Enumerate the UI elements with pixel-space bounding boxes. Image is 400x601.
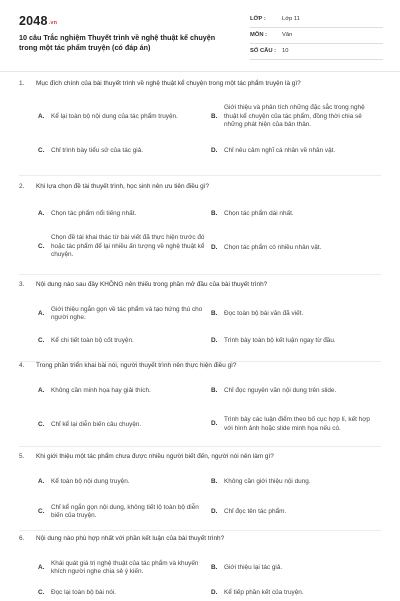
question-number: 3.	[19, 281, 25, 288]
answer-list	[34, 192, 381, 262]
meta-row-subject	[250, 28, 383, 44]
question-line	[19, 183, 381, 192]
answer-option[interactable]	[38, 385, 206, 399]
answer-option[interactable]	[38, 587, 206, 601]
answer-letter: B.	[211, 310, 218, 318]
answer-option[interactable]	[211, 562, 376, 576]
meta-value: Lớp 11	[282, 15, 300, 22]
answer-list	[34, 544, 381, 600]
answer-letter: C.	[38, 337, 45, 345]
question	[19, 183, 381, 262]
answer-option[interactable]	[211, 308, 376, 322]
question	[19, 281, 381, 352]
question-text: Nội dung nào sau đây KHÔNG nên thiếu trong phần mở đầu của bài thuyết trình?	[36, 281, 268, 288]
answer-text: Chỉ trình bày tiểu sử của tác giả.	[51, 147, 144, 155]
question-line	[19, 362, 381, 371]
question-number: 5.	[19, 453, 25, 460]
answer-list	[34, 371, 381, 443]
answer-option[interactable]	[211, 145, 376, 159]
answer-letter: A.	[38, 210, 45, 218]
answer-text: Giới thiệu và phân tích những đặc sắc trong nghệ thuật kể chuyện của tác phẩm, đồng thời chia sẻ những phát hiện của bản thân.	[224, 104, 365, 129]
answer-letter: C.	[38, 147, 45, 155]
question-divider	[19, 274, 381, 275]
site-logo[interactable]	[19, 13, 57, 30]
answer-option[interactable]	[38, 300, 206, 329]
answer-option[interactable]	[211, 242, 376, 256]
answer-letter: A.	[38, 478, 45, 486]
answer-letter: D.	[211, 337, 218, 345]
question	[19, 453, 381, 524]
question	[19, 362, 381, 443]
answer-option[interactable]	[38, 335, 206, 349]
meta-table	[250, 12, 383, 60]
question-number: 1.	[19, 80, 25, 87]
question	[19, 80, 381, 163]
answer-option[interactable]	[211, 506, 376, 520]
question-text: Trong phần triển khai bài nói, người thuyết trình nên thực hiện điều gì?	[36, 362, 237, 369]
meta-row-count	[250, 44, 383, 60]
answer-list	[34, 89, 381, 163]
meta-label: MÔN :	[250, 31, 268, 38]
meta-label: LỚP :	[250, 15, 266, 22]
answer-letter: C.	[38, 507, 45, 515]
answer-letter: D.	[211, 508, 218, 516]
answer-option[interactable]	[38, 554, 206, 583]
answer-text: Không cần giới thiệu nội dung.	[224, 478, 311, 486]
answer-letter: B.	[211, 112, 218, 120]
answer-text: Chỉ đọc nguyên văn nội dung trên slide.	[224, 387, 337, 395]
answer-text: Chọn tác phẩm có nhiều nhân vật.	[224, 244, 322, 252]
question-divider	[19, 530, 381, 531]
answer-letter: A.	[38, 387, 45, 395]
answer-text: Kể chi tiết toàn bộ cốt truyện.	[51, 337, 134, 345]
logo-text: 2048	[19, 14, 48, 28]
answer-letter: D.	[211, 420, 218, 428]
header-divider	[0, 71, 400, 72]
answer-text: Chỉ kể ngắn gọn nội dung, không tiết lộ toàn bộ diễn biến của truyện.	[51, 503, 199, 520]
meta-value: 10	[282, 47, 289, 54]
question	[19, 535, 381, 600]
answer-option[interactable]	[38, 498, 206, 527]
answer-option[interactable]	[38, 145, 206, 159]
answer-letter: D.	[211, 147, 218, 155]
answer-list	[34, 290, 381, 352]
question-divider	[19, 446, 381, 447]
question-number: 6.	[19, 535, 25, 542]
answer-text: Chọn tác phẩm nổi tiếng nhất.	[51, 210, 137, 218]
meta-value: Văn	[282, 31, 293, 38]
answer-letter: B.	[211, 387, 218, 395]
answer-option[interactable]	[38, 476, 206, 490]
logo-tld: .vn	[48, 20, 58, 26]
question-line	[19, 281, 381, 290]
answer-letter: C.	[38, 421, 45, 429]
answer-text: Kể lại toàn bộ nội dung của tác phẩm truyện.	[51, 112, 178, 120]
meta-label: SỐ CÂU :	[250, 47, 277, 54]
meta-row-class	[250, 12, 383, 28]
answer-letter: A.	[38, 309, 45, 317]
answer-letter: B.	[211, 564, 218, 572]
answer-option[interactable]	[211, 587, 376, 601]
answer-text: Giới thiệu ngắn gọn về tác phẩm và tạo hứng thú cho người nghe.	[51, 305, 203, 322]
question-text: Mục đích chính của bài thuyết trình về nghệ thuật kể chuyện trong một tác phẩm truyện là gì?	[36, 80, 301, 87]
answer-letter: A.	[38, 563, 45, 571]
question-text: Khi giới thiệu một tác phẩm chưa được nhiều người biết đến, người nói nên làm gì?	[36, 453, 274, 460]
answer-text: Không cần minh họa hay giải thích.	[51, 387, 151, 395]
header	[0, 0, 400, 78]
question-text: Khi lựa chọn đề tài thuyết trình, học sinh nên ưu tiên điều gì?	[36, 183, 210, 190]
answer-text: Chọn tác phẩm dài nhất.	[224, 210, 294, 218]
answer-letter: A.	[38, 112, 45, 120]
answer-text: Đọc toàn bộ bài văn đã viết.	[224, 310, 304, 318]
answer-text: Chỉ đọc tên tác phẩm.	[224, 508, 287, 516]
answer-text: Kể tiếp phần kết của truyện.	[224, 589, 304, 597]
question-text: Nội dung nào phù hợp nhất với phần kết luận của bài thuyết trình?	[36, 535, 225, 542]
answer-text: Chỉ nêu cảm nghĩ cá nhân về nhân vật.	[224, 147, 336, 155]
answer-option[interactable]	[38, 208, 206, 222]
answer-text: Trình bày các luận điểm theo bố cục hợp lí, kết hợp với hình ảnh hoặc slide minh họa nếu có.	[224, 416, 370, 432]
answer-letter: B.	[211, 210, 218, 218]
answer-option[interactable]	[211, 407, 376, 443]
answer-text: Kể toàn bộ nội dung truyện.	[51, 478, 130, 486]
answer-list	[34, 462, 381, 524]
question-divider	[19, 175, 381, 176]
answer-option[interactable]	[211, 385, 376, 399]
question-line	[19, 80, 381, 89]
answer-option[interactable]	[211, 335, 376, 349]
answer-letter: D.	[211, 589, 218, 597]
answer-text: Khái quát giá trị nghệ thuật của tác phẩm và khuyến khích người nghe chia sẻ ý kiến.	[51, 559, 199, 576]
answer-option[interactable]	[211, 208, 376, 222]
answer-letter: C.	[38, 589, 45, 597]
answer-option[interactable]	[211, 476, 376, 490]
answer-text: Chỉ kể lại diễn biến câu chuyện.	[51, 421, 142, 429]
question-number: 4.	[19, 362, 25, 369]
page-title: 10 câu Trắc nghiệm Thuyết trình về nghệ thuật kể chuyện trong một tác phẩm truyện (có đáp án)	[19, 33, 216, 53]
answer-text: Đọc lại toàn bộ bài nói.	[51, 589, 117, 597]
answer-text: Giới thiệu lại tác giả.	[224, 564, 283, 572]
answer-text: Trình bày toàn bộ kết luận ngay từ đầu.	[224, 337, 336, 345]
question-line	[19, 535, 381, 544]
question-number: 2.	[19, 183, 25, 190]
answer-option[interactable]	[38, 103, 206, 132]
answer-text: Chọn đề tài khai thác từ bài viết đã thực hiện trước đó hoặc tác phẩm để lại nhiều ấn tượng về nghệ thuật kể chuyện.	[51, 234, 205, 259]
answer-option[interactable]	[211, 97, 376, 138]
answer-option[interactable]	[38, 230, 206, 265]
answer-letter: B.	[211, 478, 218, 486]
question-line	[19, 453, 381, 462]
answer-letter: D.	[211, 244, 218, 252]
answer-letter: C.	[38, 242, 45, 250]
answer-option[interactable]	[38, 419, 206, 433]
